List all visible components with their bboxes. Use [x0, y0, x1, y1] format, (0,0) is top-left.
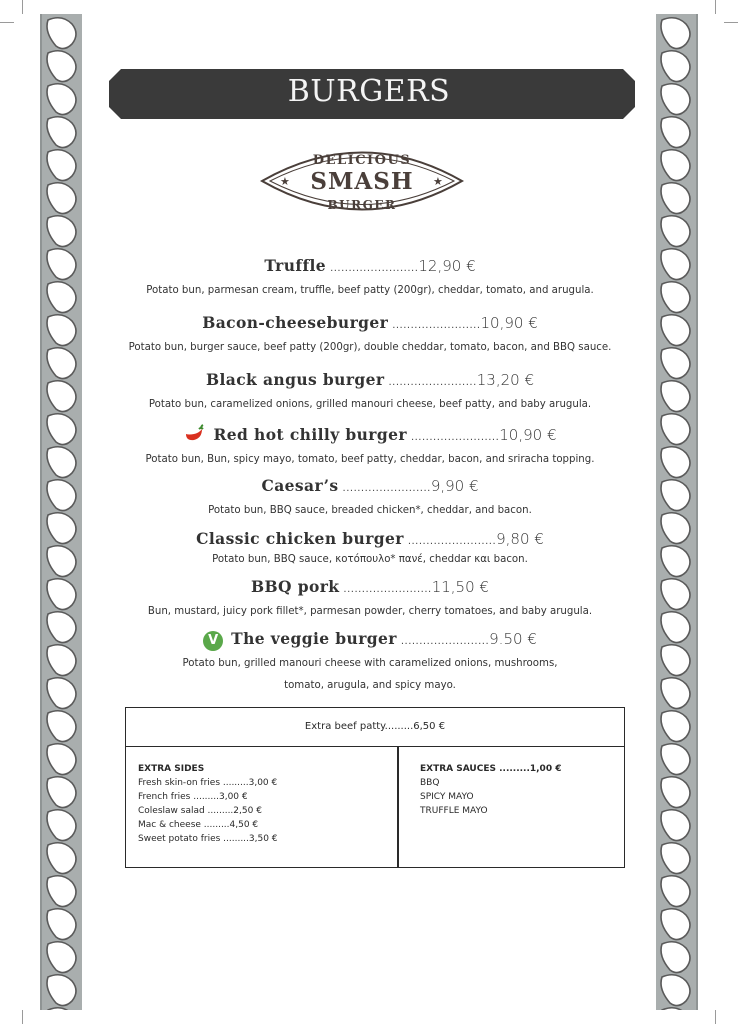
item-name: Bacon-cheeseburger [202, 313, 389, 332]
item-leader-dots: ........................ [407, 536, 497, 547]
extra-sauces-title: EXTRA SAUCES .........1,00 € [420, 764, 562, 774]
vegetarian-icon: V [203, 631, 223, 651]
item-leader-dots: ........................ [343, 584, 432, 595]
item-price: 10,90 € [480, 314, 538, 332]
item-description: Bun, mustard, juicy pork fillet*, parmesan powder, cherry tomatoes, and baby arugula. [147, 606, 593, 617]
crop-mark [724, 22, 738, 23]
item-leader-dots: ........................ [410, 432, 500, 443]
logo-top-text: DELICIOUS [312, 153, 412, 168]
menu-item [90, 629, 650, 697]
logo-bottom-text: BURGER [327, 198, 397, 212]
crop-mark [22, 1010, 23, 1024]
page-title: BURGERS [287, 74, 451, 109]
item-description: Potato bun, BBQ sauce, breaded chicken*, cheddar, and bacon. [208, 505, 532, 516]
extras-box [125, 707, 625, 868]
menu-item [90, 529, 650, 567]
left-rope-border [0, 14, 82, 1010]
item-name: Black angus burger [205, 370, 385, 389]
menu-item [90, 423, 650, 471]
logo-star-right: ★ [433, 175, 443, 188]
side-item: Fresh skin-on fries .........3,00 € [138, 778, 278, 788]
item-description: Potato bun, burger sauce, beef patty (200gr), double cheddar, tomato, bacon, and BBQ sauce. [128, 342, 612, 353]
item-description: Potato bun, caramelized onions, grilled manouri cheese, beef patty, and baby arugula. [148, 399, 592, 410]
side-item: French fries .........3,00 € [138, 792, 248, 802]
item-name: The veggie burger [231, 629, 397, 648]
side-item: Sweet potato fries .........3,50 € [138, 834, 278, 844]
item-price: 11,50 € [431, 578, 489, 596]
item-name: Classic chicken burger [196, 529, 404, 548]
item-leader-dots: ........................ [330, 263, 419, 274]
item-description: Potato bun, BBQ sauce, κοτόπουλο* πανέ, cheddar και bacon. [212, 554, 528, 565]
crop-mark [0, 22, 14, 23]
crop-mark [22, 0, 23, 14]
item-leader-dots: ........................ [342, 483, 431, 494]
item-description: Potato bun, Bun, spicy mayo, tomato, beef patty, cheddar, bacon, and sriracha topping. [145, 454, 595, 465]
right-rope-border [656, 14, 738, 1010]
item-name: Caesar’s [261, 476, 339, 495]
item-leader-dots: ........................ [388, 377, 477, 388]
menu-item [90, 313, 650, 359]
sauce-item: SPICY MAYO [420, 792, 474, 802]
item-description: tomato, arugula, and spicy mayo. [284, 680, 456, 691]
item-name: BBQ pork [251, 577, 340, 596]
menu-item [90, 476, 650, 522]
logo-middle-text: SMASH [310, 168, 414, 195]
extra-sides-list [138, 762, 278, 846]
menu-item [90, 370, 650, 416]
side-item: Coleslaw salad .........2,50 € [138, 806, 262, 816]
menu-item [90, 577, 650, 623]
item-name: Truffle [264, 256, 327, 275]
extra-patty: Extra beef patty.........6,50 € [126, 708, 624, 747]
menu-item [90, 256, 650, 302]
item-description: Potato bun, grilled manouri cheese with caramelized onions, mushrooms, [182, 658, 558, 669]
item-leader-dots: ........................ [392, 320, 481, 331]
item-price: 9,80 € [496, 530, 544, 548]
item-leader-dots: ........................ [400, 636, 490, 647]
side-item: Mac & cheese .........4,50 € [138, 820, 259, 830]
logo-star-left: ★ [280, 175, 290, 188]
item-price: 9.50 € [489, 630, 537, 648]
chili-pepper-icon [183, 423, 205, 443]
item-description: Potato bun, parmesan cream, truffle, beef patty (200gr), cheddar, tomato, and arugula. [146, 285, 594, 296]
item-price: 10,90 € [499, 426, 557, 444]
item-price: 9,90 € [430, 477, 479, 495]
item-price: 13,20 € [476, 371, 535, 389]
crop-mark [715, 0, 716, 14]
extra-sauces-list [420, 762, 561, 818]
item-price: 12,90 € [418, 257, 476, 275]
column-divider [397, 747, 399, 867]
item-name: Red hot chilly burger [213, 425, 407, 444]
extra-sides-title: EXTRA SIDES [138, 764, 205, 774]
crop-mark [715, 1010, 716, 1024]
sauce-item: TRUFFLE MAYO [420, 806, 488, 816]
sauce-item: BBQ [420, 778, 440, 788]
smash-burger-logo [258, 138, 466, 224]
